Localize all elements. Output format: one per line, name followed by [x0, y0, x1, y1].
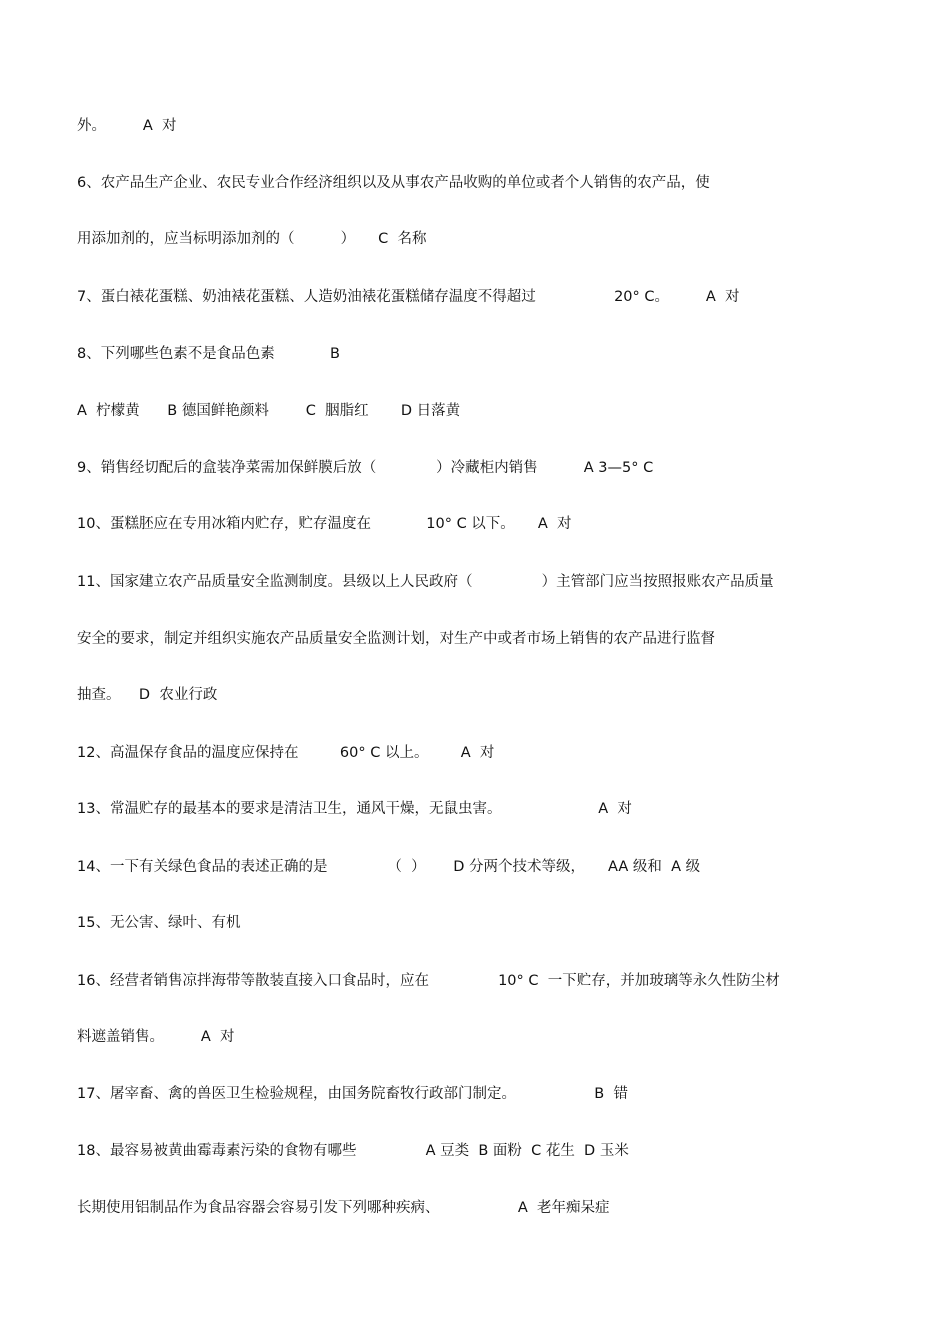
text-line: 18、最容易被黄曲霉毒素污染的食物有哪些 A 豆类 B 面粉 C 花生 D 玉米 — [77, 1143, 629, 1159]
text-line: 抽查。 D 农业行政 — [77, 687, 218, 703]
text-line: 用添加剂的，应当标明添加剂的（ ） C 名称 — [77, 231, 427, 247]
text-line: 料遮盖销售。 A 对 — [77, 1029, 235, 1045]
text-line: 长期使用铝制品作为食品容器会容易引发下列哪种疾病、 A 老年痴呆症 — [77, 1200, 610, 1216]
text-line: 16、经营者销售凉拌海带等散装直接入口食品时，应在 10° C 一下贮存，并加玻璃等永久性防尘材 — [77, 973, 780, 989]
text-line: 11、国家建立农产品质量安全监测制度。县级以上人民政府（ ）主管部门应当按照报账农产品质量 — [77, 574, 774, 590]
text-line: 6、农产品生产企业、农民专业合作经济组织以及从事农产品收购的单位或者个人销售的农产品，使 — [77, 175, 710, 191]
text-line: 7、蛋白裱花蛋糕、奶油裱花蛋糕、人造奶油裱花蛋糕储存温度不得超过 20° C。 A 对 — [77, 289, 740, 305]
text-line: 14、一下有关绿色食品的表述正确的是 （ ） D 分两个技术等级， AA 级和 A 级 — [77, 859, 701, 875]
text-line: 外。 A 对 — [77, 118, 177, 134]
text-line: 10、蛋糕胚应在专用冰箱内贮存，贮存温度在 10° C 以下。 A 对 — [77, 516, 572, 532]
text-line: 8、下列哪些色素不是食品色素 B — [77, 346, 340, 362]
text-line: 9、销售经切配后的盒装净菜需加保鲜膜后放（ ）冷藏柜内销售 A 3—5° C — [77, 460, 654, 476]
text-line: 17、屠宰畜、禽的兽医卫生检验规程，由国务院畜牧行政部门制定。 B 错 — [77, 1086, 628, 1102]
text-line: A 柠檬黄 B 德国鲜艳颜料 C 胭脂红 D 日落黄 — [77, 403, 461, 419]
text-line: 13、常温贮存的最基本的要求是清洁卫生，通风干燥，无鼠虫害。 A 对 — [77, 801, 632, 817]
text-line: 12、高温保存食品的温度应保持在 60° C 以上。 A 对 — [77, 745, 495, 761]
text-line: 15、无公害、绿叶、有机 — [77, 915, 241, 931]
text-line: 安全的要求，制定并组织实施农产品质量安全监测计划，对生产中或者市场上销售的农产品进行监督 — [77, 631, 715, 647]
